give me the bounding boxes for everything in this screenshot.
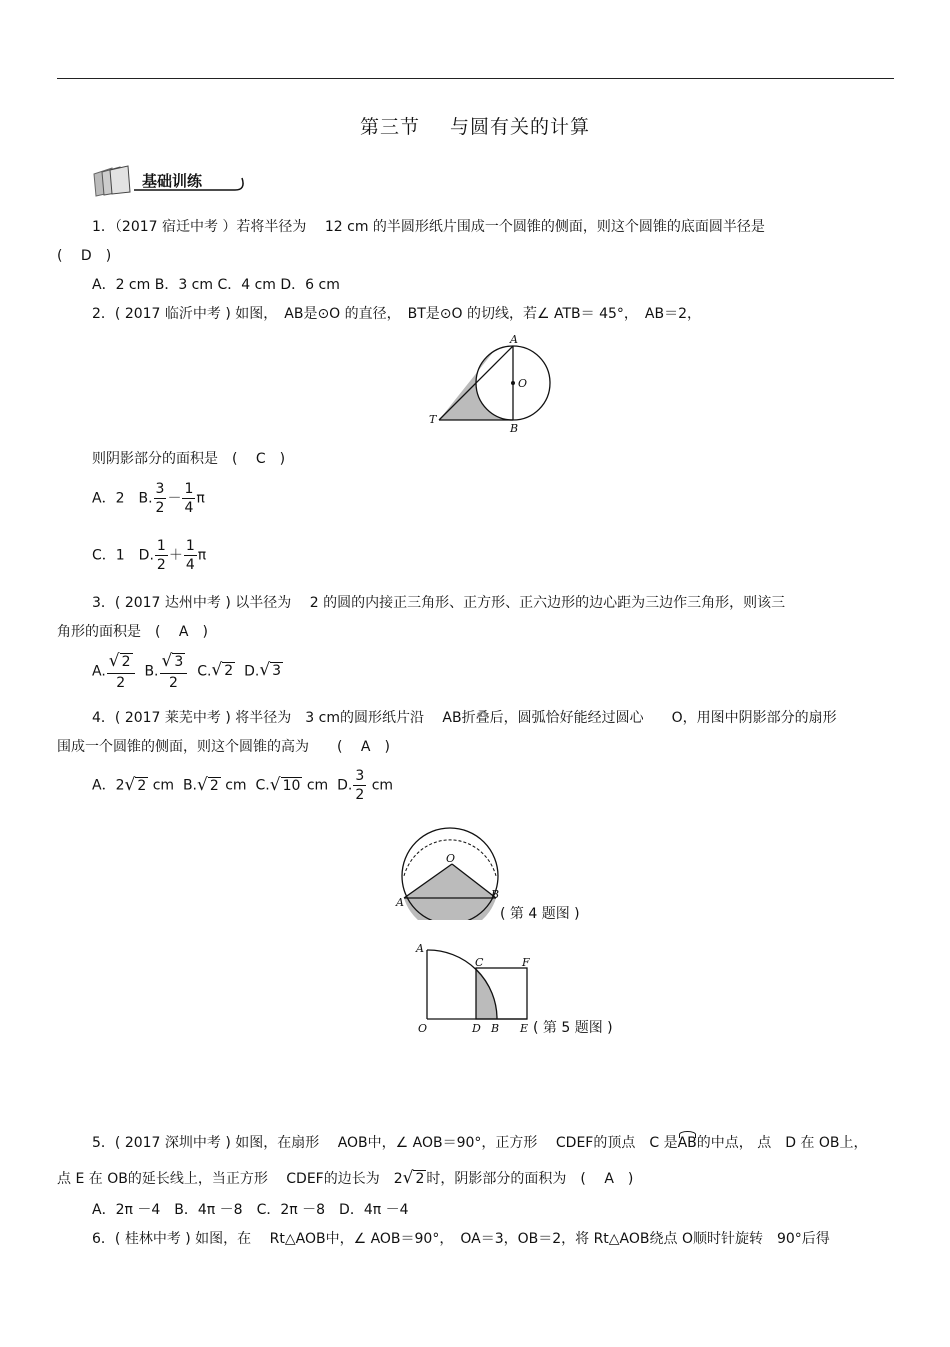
q1-options: A．2 cm B．3 cm C．4 cm D．6 cm <box>92 277 340 293</box>
sqrt-symbol: √ 3 <box>161 651 184 671</box>
section-name: 与圆有关的计算 <box>450 116 591 138</box>
fraction: $\frac{1}{4}$ <box>185 538 195 573</box>
label-o: O <box>518 377 528 390</box>
label-b: B <box>491 888 500 901</box>
label-d: D <box>472 1022 481 1035</box>
q5-options: A．2π －4 B．4π －8 C．2π －8 D．4π －4 <box>92 1202 409 1218</box>
q5-stem: 5．( 2017 深圳中考 ) 如图，在扇形 AOB中，∠ AOB＝90°，正方形 CDEF的顶点 C 是AB的中点， 点 D 在 OB上， <box>92 1135 868 1151</box>
fraction: $\frac{3}{2}$ <box>355 768 365 803</box>
label-a: A <box>396 896 404 909</box>
label-b: B <box>510 422 519 434</box>
q5-caption: ( 第 5 题图 ) <box>533 1020 613 1036</box>
label-e: E <box>520 1022 529 1035</box>
q1-answer: ( D ) <box>57 248 112 264</box>
q2-option-c: C．1 D. <box>92 547 154 564</box>
top-rule <box>57 78 894 79</box>
sqrt-symbol: √ 10 <box>269 774 301 795</box>
fraction: √ 3 2 <box>160 653 188 690</box>
fraction: $\frac{1}{4}$ <box>184 481 194 516</box>
sqrt-symbol: √ 3 <box>259 660 282 681</box>
label-a: A <box>510 333 518 346</box>
label-o: O <box>446 852 456 865</box>
fraction: $\frac{3}{2}$ <box>155 481 165 516</box>
q4-prompt: 围成一个圆锥的侧面，则这个圆锥的高为 ( A ) <box>57 739 390 755</box>
page-title <box>0 112 950 139</box>
label-o: O <box>418 1022 428 1035</box>
label-f: F <box>522 956 530 969</box>
q2-option-a: A．2 B. <box>92 490 153 507</box>
q4-figure <box>390 820 510 920</box>
q2-options-ab: A．2 B. $\frac{3}{2}$ － $\frac{1}{4}$ π <box>92 481 205 516</box>
q2-prompt: 则阴影部分的面积是 ( C ) <box>92 451 286 467</box>
badge-label: 基础训练 <box>142 172 203 190</box>
q3-options: A. √ 2 2 B. √ 3 2 C. √ 2 D. √ 3 <box>92 651 282 691</box>
section-number: 第三节 <box>359 116 420 138</box>
q4-options: A．2 √ 2 cm B. √ 2 cm C. √ 10 cm D. $\frac{3}{2}$ cm <box>92 768 394 803</box>
pi-symbol: π <box>197 547 207 564</box>
section-badge <box>90 164 250 198</box>
arc-ab: AB <box>677 1135 697 1151</box>
label-b: B <box>491 1022 500 1035</box>
q1-stem: 1．（2017 宿迁中考 ）若将半径为 12 cm 的半圆形纸片围成一个圆锥的侧面，则这个圆锥的底面圆半径是 <box>92 219 765 235</box>
q3-prompt: 角形的面积是 ( A ) <box>57 624 208 640</box>
label-a: A <box>416 942 424 955</box>
q5-figure <box>412 938 537 1038</box>
q4-stem: 4．( 2017 莱芜中考 ) 将半径为 3 cm的圆形纸片沿 AB折叠后，圆弧恰好能经过圆心 O，用图中阴影部分的扇形 <box>92 710 837 726</box>
fraction: √ 2 2 <box>107 653 135 690</box>
fraction: $\frac{1}{2}$ <box>156 538 166 573</box>
q5-stem-2: 点 E 在 OB的延长线上，当正方形 CDEF的边长为 2 √ 2 时，阴影部分的面积为 ( A ) <box>57 1168 634 1189</box>
label-c: C <box>475 956 484 969</box>
q2-stem: 2．( 2017 临沂中考 ) 如图， AB是⊙O 的直径， BT是⊙O 的切线，若∠ ATB＝ 45°， AB＝2， <box>92 306 701 322</box>
sqrt-symbol: √ 2 <box>211 660 234 681</box>
q3-stem: 3．( 2017 达州中考 ) 以半径为 2 的圆的内接正三角形、正方形、正六边形的边心距为三边作三角形，则该三 <box>92 595 786 611</box>
label-t: T <box>429 413 437 426</box>
q6-stem: 6．( 桂林中考 ) 如图，在 Rt△AOB中，∠ AOB＝90°， OA＝3，OB＝2，将 Rt△AOB绕点 O顺时针旋转 90°后得 <box>92 1231 830 1247</box>
q2-figure <box>425 330 565 434</box>
pi-symbol: π <box>196 490 205 507</box>
sqrt-symbol: √ 2 <box>402 1168 425 1189</box>
q4-caption: ( 第 4 题图 ) <box>500 906 580 922</box>
sqrt-symbol: √ 2 <box>108 651 131 671</box>
sqrt-symbol: √ 2 <box>124 774 147 795</box>
sqrt-symbol: √ 2 <box>197 774 219 795</box>
q2-options-cd: C．1 D. $\frac{1}{2}$ ＋ $\frac{1}{4}$ π <box>92 538 207 573</box>
